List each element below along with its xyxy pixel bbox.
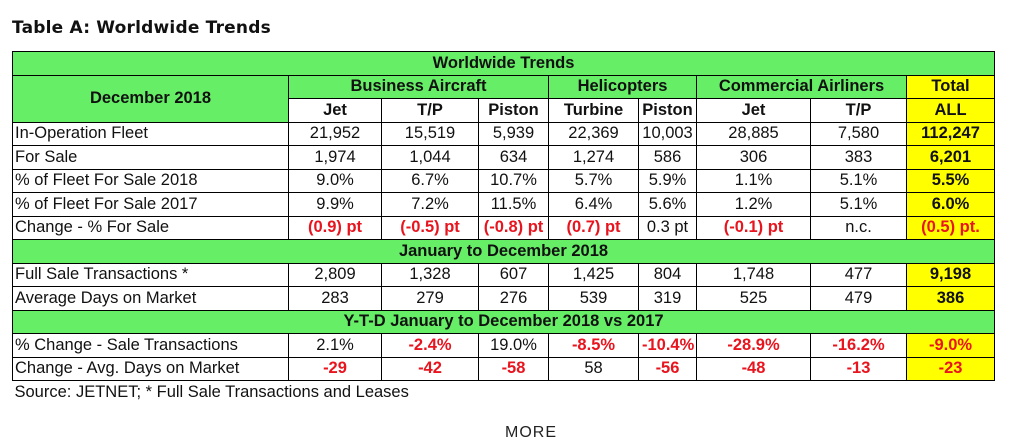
table-cell: 539 (549, 287, 639, 311)
table-cell: 19.0% (479, 334, 549, 358)
row-label: For Sale (13, 146, 289, 170)
total-cell: 5.5% (907, 169, 995, 193)
table-cell: 477 (811, 263, 907, 287)
row-label: In-Operation Fleet (13, 122, 289, 146)
table-cell: (-0.8) pt (479, 216, 549, 240)
group-total: Total (907, 75, 995, 99)
page-title: Table A: Worldwide Trends (12, 18, 271, 38)
table-cell: 28,885 (697, 122, 811, 146)
table-cell: 383 (811, 146, 907, 170)
column-header: Jet (697, 99, 811, 123)
table-cell: -10.4% (639, 334, 697, 358)
table-cell: 1.1% (697, 169, 811, 193)
table-cell: 7,580 (811, 122, 907, 146)
table-cell: 6.4% (549, 193, 639, 217)
column-header: ALL (907, 99, 995, 123)
table-cell: 319 (639, 287, 697, 311)
table-cell: 1,274 (549, 146, 639, 170)
source-note: Source: JETNET; * Full Sale Transactions and Leases (14, 383, 409, 401)
source-row (13, 381, 995, 405)
table-cell: 804 (639, 263, 697, 287)
table-cell: 10.7% (479, 169, 549, 193)
column-header: Turbine (549, 99, 639, 123)
total-cell: 9,198 (907, 263, 995, 287)
table-cell: 15,519 (382, 122, 479, 146)
table-cell: (-0.1) pt (697, 216, 811, 240)
table-title: Worldwide Trends (13, 52, 995, 76)
table-cell: (0.7) pt (549, 216, 639, 240)
table-cell: 586 (639, 146, 697, 170)
table-cell: 276 (479, 287, 549, 311)
table-cell: 306 (697, 146, 811, 170)
table-cell: n.c. (811, 216, 907, 240)
total-cell: 6,201 (907, 146, 995, 170)
table-row (13, 287, 995, 311)
table-cell: 10,003 (639, 122, 697, 146)
table-cell: 5,939 (479, 122, 549, 146)
table-cell: 1.2% (697, 193, 811, 217)
table-cell: 7.2% (382, 193, 479, 217)
table-title-row (13, 52, 995, 76)
table-cell: 9.9% (289, 193, 382, 217)
total-cell: 112,247 (907, 122, 995, 146)
section-header-row (13, 240, 995, 264)
table-row (13, 122, 995, 146)
corner-label: December 2018 (13, 75, 289, 122)
table-cell: 5.9% (639, 169, 697, 193)
section-title: Y-T-D January to December 2018 vs 2017 (13, 310, 995, 334)
table-cell: 634 (479, 146, 549, 170)
total-cell: 386 (907, 287, 995, 311)
table-row (13, 193, 995, 217)
table-cell: -16.2% (811, 334, 907, 358)
table-cell: 283 (289, 287, 382, 311)
row-label: % of Fleet For Sale 2017 (13, 193, 289, 217)
table-cell: 1,974 (289, 146, 382, 170)
table-cell: 1,425 (549, 263, 639, 287)
table-cell: 525 (697, 287, 811, 311)
column-header: Piston (639, 99, 697, 123)
total-cell: 6.0% (907, 193, 995, 217)
table-cell: 479 (811, 287, 907, 311)
group-header-row (13, 75, 995, 99)
column-header: Jet (289, 99, 382, 123)
table-cell: 2.1% (289, 334, 382, 358)
table-cell: 5.1% (811, 169, 907, 193)
table-cell: 607 (479, 263, 549, 287)
table-cell: 0.3 pt (639, 216, 697, 240)
table-cell: 5.7% (549, 169, 639, 193)
row-label: Average Days on Market (13, 287, 289, 311)
more-link[interactable]: MORE (505, 424, 557, 441)
table-cell: -2.4% (382, 334, 479, 358)
table-row (13, 263, 995, 287)
total-cell: (0.5) pt. (907, 216, 995, 240)
table-cell: -29 (289, 357, 382, 381)
table-cell: 9.0% (289, 169, 382, 193)
row-label: Change - % For Sale (13, 216, 289, 240)
table-row (13, 334, 995, 358)
table-cell: -48 (697, 357, 811, 381)
table-cell: 21,952 (289, 122, 382, 146)
column-header: Piston (479, 99, 549, 123)
table-row (13, 146, 995, 170)
table-cell: 5.6% (639, 193, 697, 217)
section-header-row (13, 310, 995, 334)
table-cell: 5.1% (811, 193, 907, 217)
section-title: January to December 2018 (13, 240, 995, 264)
row-label: Full Sale Transactions * (13, 263, 289, 287)
total-cell: -9.0% (907, 334, 995, 358)
table-cell: -42 (382, 357, 479, 381)
group-business-aircraft: Business Aircraft (289, 75, 549, 99)
table-cell: 11.5% (479, 193, 549, 217)
table-cell: 6.7% (382, 169, 479, 193)
row-label: % Change - Sale Transactions (13, 334, 289, 358)
table-cell: -56 (639, 357, 697, 381)
table-cell: 2,809 (289, 263, 382, 287)
table-cell: 1,748 (697, 263, 811, 287)
table-row (13, 216, 995, 240)
worldwide-trends-table (12, 51, 995, 404)
table-cell: (-0.5) pt (382, 216, 479, 240)
table-cell: -58 (479, 357, 549, 381)
table-cell: 1,328 (382, 263, 479, 287)
total-cell: -23 (907, 357, 995, 381)
table-cell: 1,044 (382, 146, 479, 170)
table-cell: -8.5% (549, 334, 639, 358)
column-header: T/P (811, 99, 907, 123)
group-commercial-airliners: Commercial Airliners (697, 75, 907, 99)
row-label: % of Fleet For Sale 2018 (13, 169, 289, 193)
table-row (13, 357, 995, 381)
column-header: T/P (382, 99, 479, 123)
table-cell: (0.9) pt (289, 216, 382, 240)
table-cell: 279 (382, 287, 479, 311)
table-cell: -28.9% (697, 334, 811, 358)
table-cell: 22,369 (549, 122, 639, 146)
group-helicopters: Helicopters (549, 75, 697, 99)
table-row (13, 169, 995, 193)
table-cell: 58 (549, 357, 639, 381)
row-label: Change - Avg. Days on Market (13, 357, 289, 381)
table-cell: -13 (811, 357, 907, 381)
